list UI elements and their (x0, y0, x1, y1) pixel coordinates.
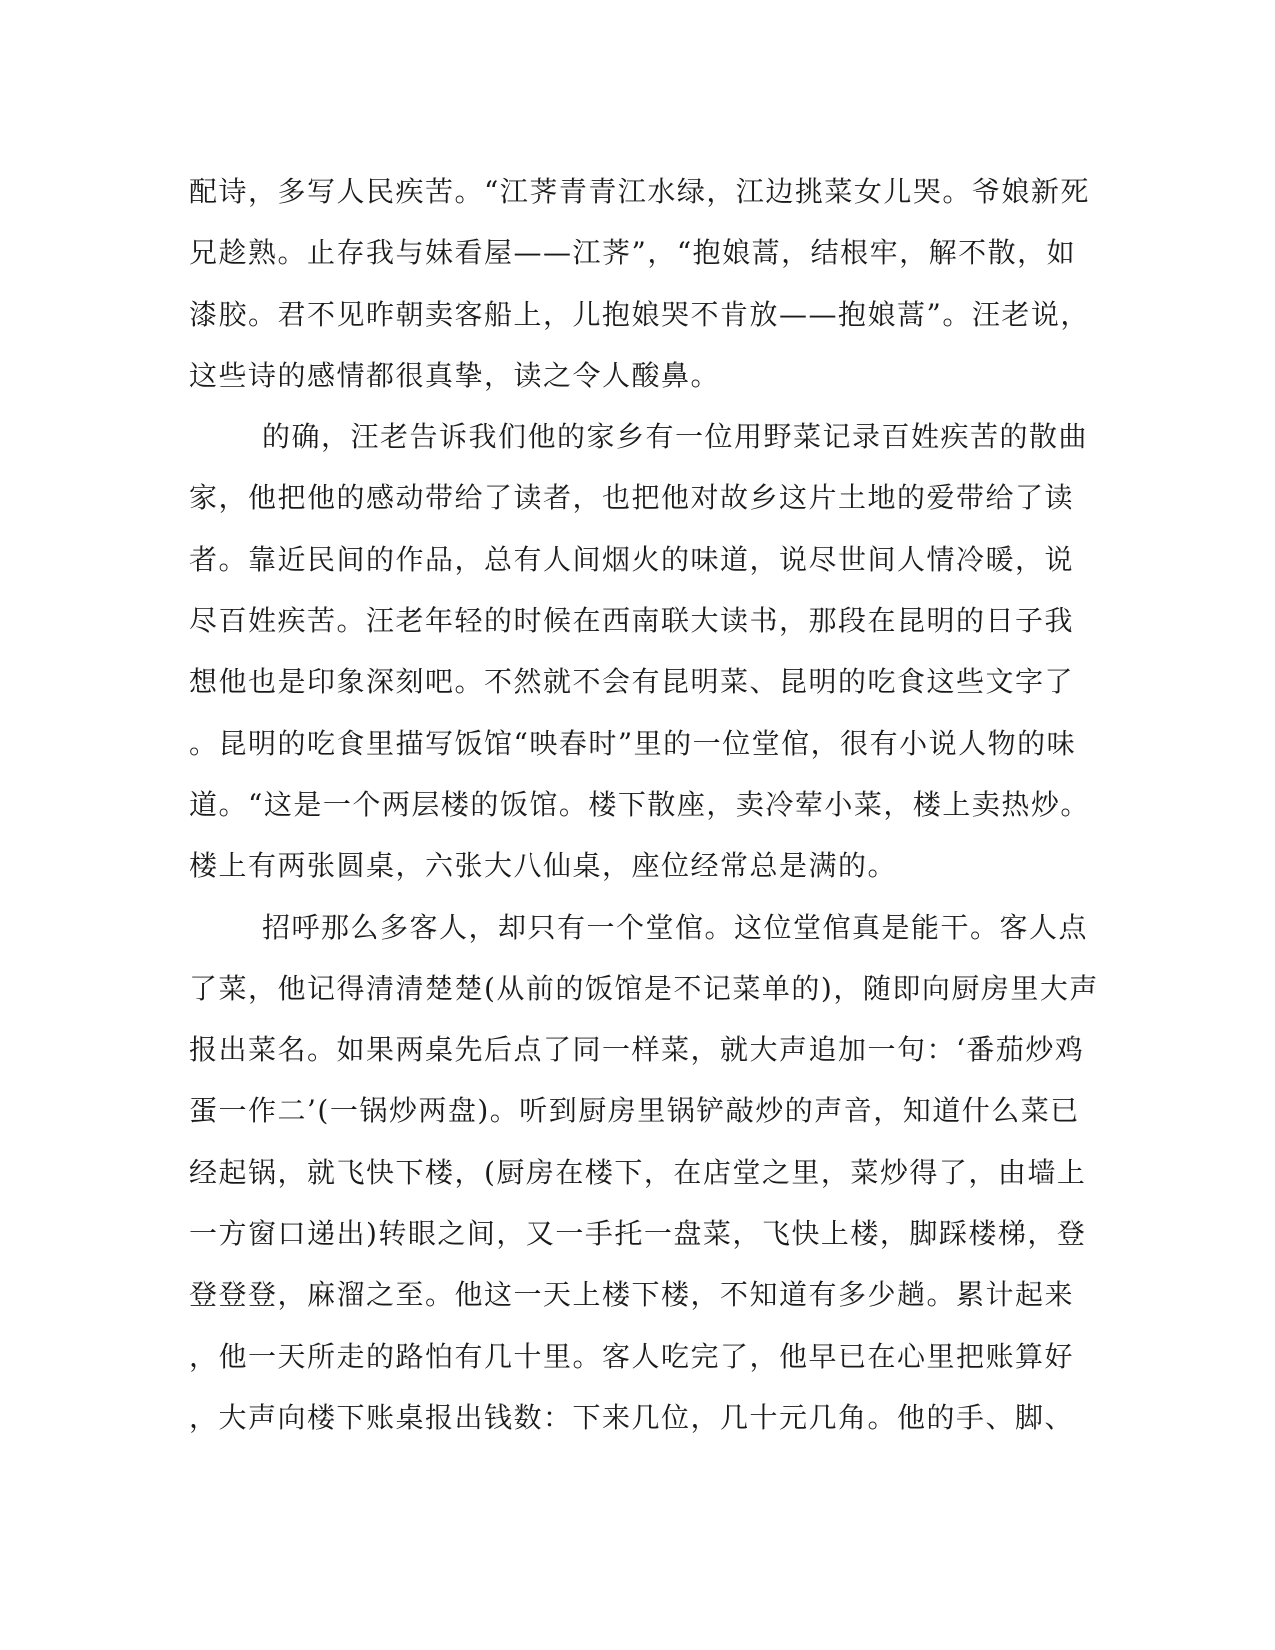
text-line: 楼上有两张圆桌，六张大八仙桌，座位经常总是满的。 (189, 849, 898, 883)
text-line: 道。“这是一个两层楼的饭馆。楼下散座，卖冷荤小菜，楼上卖热炒。 (189, 787, 1090, 821)
text-line: 。昆明的吃食里描写饭馆“映春时”里的一位堂倌，很有小说人物的味 (189, 726, 1077, 760)
text-line: 配诗，多写人民疾苦。“江荠青青江水绿，江边挑菜女儿哭。爷娘新死 (189, 175, 1090, 208)
text-line: 登登登，麻溜之至。他这一天上楼下楼，不知道有多少趟。累计起来 (189, 1278, 1075, 1312)
text-line: 经起锅，就飞快下楼，(厨房在楼下，在店堂之里，菜炒得了，由墙上 (189, 1155, 1087, 1189)
text-line: 蛋一作二’(一锅炒两盘)。听到厨房里锅铲敲炒的声音，知道什么菜已 (189, 1094, 1080, 1128)
text-line: 兄趁熟。止存我与妹看屋——江荠”，“抱娘蒿，结根牢，解不散，如 (189, 236, 1077, 270)
text-line: 尽百姓疾苦。汪老年轻的时候在西南联大读书，那段在昆明的日子我 (189, 604, 1075, 638)
text-line: ，他一天所走的路怕有几十里。客人吃完了，他早已在心里把账算好 (189, 1339, 1075, 1373)
text-line: 想他也是印象深刻吧。不然就不会有昆明菜、昆明的吃食这些文字了 (189, 665, 1075, 699)
paragraph-first-line: 的确，汪老告诉我们他的家乡有一位用野菜记录百姓疾苦的散曲 (262, 420, 1089, 454)
text-line: 了菜，他记得清清楚楚(从前的饭馆是不记菜单的)，随即向厨房里大声 (189, 971, 1099, 1005)
text-line: ，大声向楼下账桌报出钱数：下来几位，几十元几角。他的手、脚、 (189, 1400, 1075, 1434)
text-line: 一方窗口递出)转眼之间，又一手托一盘菜，飞快上楼，脚踩楼梯，登 (189, 1217, 1087, 1251)
text-line: 这些诗的感情都很真挚，读之令人酸鼻。 (189, 358, 721, 392)
body-text (189, 161, 1099, 1448)
paragraph-first-line: 招呼那么多客人，却只有一个堂倌。这位堂倌真是能干。客人点 (262, 910, 1089, 944)
text-line: 报出菜名。如果两桌先后点了同一样菜，就大声追加一句：‘番茄炒鸡 (189, 1033, 1085, 1067)
text-line: 者。靠近民间的作品，总有人间烟火的味道，说尽世间人情冷暖，说 (189, 542, 1075, 576)
text-line: 漆胶。君不见昨朝卖客船上，儿抱娘哭不肯放——抱娘蒿”。汪老说， (189, 297, 1090, 331)
text-line: 家，他把他的感动带给了读者，也把他对故乡这片土地的爱带给了读 (189, 481, 1075, 515)
